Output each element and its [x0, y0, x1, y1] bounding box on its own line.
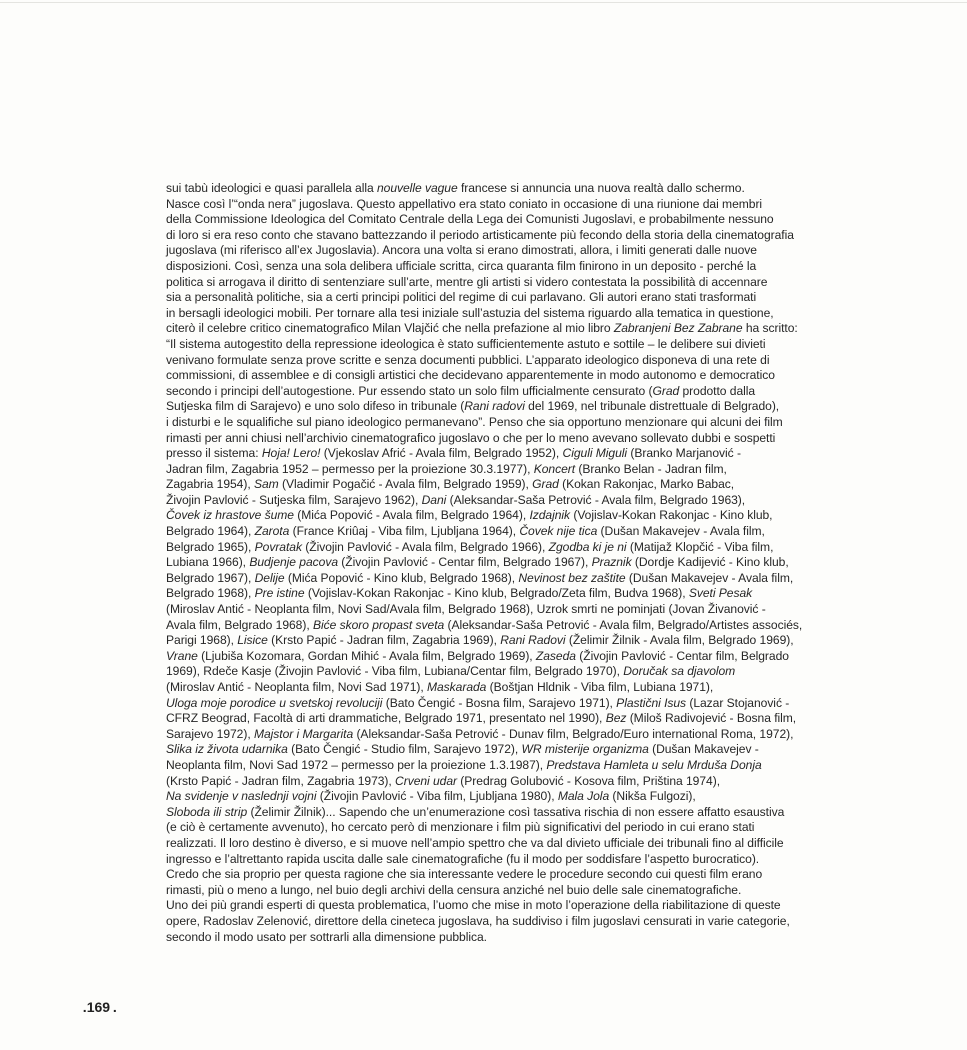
- text-segment: (Nikša Fulgozi),: [609, 789, 696, 804]
- italic-title: Biće skoro propast sveta: [312, 617, 445, 632]
- text-segment: Credo che sia proprio per questa ragione che sia interessante vedere le procedure secondo cui questi film erano: [166, 867, 763, 882]
- text-segment: sia a personalità politiche, sia a certi principi politici del regime di cui parlavano. Gli autori erano stati trasformati: [166, 290, 757, 305]
- text-segment: commissioni, di assemblee e di consigli artistici che decidevano apparentemente in modo autonomo e democratico: [166, 368, 775, 383]
- text-line: [166, 930, 884, 946]
- text-line: [166, 197, 884, 213]
- text-segment: rimasti, più o meno a lungo, nel buio degli archivi della censura anziché nel buio delle sale cinematografiche.: [166, 882, 742, 897]
- text-segment: della Commissione Ideologica del Comitato Centrale della Lega dei Comunisti Jugoslavi, e probabilmente nessuno: [166, 212, 774, 227]
- text-segment: (Dušan Makavejev - Avala film,: [597, 524, 765, 539]
- italic-title: Doručak sa djavolom: [623, 664, 736, 679]
- text-line: [166, 805, 884, 821]
- text-line: [166, 789, 884, 805]
- italic-title: Grad: [532, 477, 559, 492]
- text-line: [166, 259, 884, 275]
- italic-title: Na svidenje v naslednji vojni: [166, 789, 317, 804]
- text-line: [166, 867, 884, 883]
- text-segment: (Mića Popović - Avala film, Belgrado 1964),: [293, 508, 530, 523]
- text-segment: rimasti per anni chiusi nell’archivio cinematografico jugoslavo o che per lo meno avevano sollevato dubbi e sospetti: [166, 430, 776, 445]
- text-segment: opere, Radoslav Zelenović, direttore della cineteca jugoslava, ha suddiviso i film jugoslavi censurati in varie categorie,: [166, 913, 790, 928]
- text-segment: (Živojin Pavlović - Centar film, Belgrado: [575, 648, 789, 663]
- text-line: [166, 228, 884, 244]
- text-line: [166, 368, 884, 384]
- text-line: [166, 696, 884, 712]
- italic-title: Predstava Hamleta u selu Mrduša Donja: [546, 757, 762, 772]
- italic-title: Plastični Isus: [616, 695, 687, 710]
- text-segment: (Krsto Papić - Jadran film, Zagabria 1969),: [267, 633, 501, 648]
- text-segment: citerò il celebre critico cinematografico Milan Vlajčić che nella prefazione al mio libro: [166, 321, 614, 336]
- text-line: [166, 602, 884, 618]
- italic-title: Bez: [605, 711, 627, 726]
- text-segment: (Matijaž Klopčić - Viba film,: [626, 539, 774, 554]
- text-segment: 1969), Rdeče Kasje (Živojin Pavlović - Viba film, Lubiana/Centar film, Belgrado 1970),: [166, 664, 624, 679]
- text-line: [166, 384, 884, 400]
- text-segment: Lubiana 1966),: [166, 555, 250, 570]
- italic-title: Sveti Pesak: [688, 586, 753, 601]
- text-segment: politica si arrogava il diritto di sentenziare sull’arte, mentre gli artisti si videro contestata la possibilità di accennare: [166, 274, 768, 289]
- text-line: [166, 290, 884, 306]
- italic-title: Slika iz života udarnika: [166, 742, 288, 757]
- text-line: [166, 727, 884, 743]
- italic-title: Delije: [254, 570, 285, 585]
- text-segment: Avala film, Belgrado 1968),: [166, 617, 313, 632]
- text-segment: (Želimir Žilnik)... Sapendo che un’enumerazione così tassativa rischia di non essere affatto esaustiva: [247, 804, 785, 819]
- italic-title: Zaseda: [535, 648, 576, 663]
- italic-title: Nevinost bez zaštite: [518, 570, 626, 585]
- text-segment: Belgrado 1964),: [166, 524, 255, 539]
- text-segment: venivano formulate senza prove scritte e senza documenti pubblici. L’apparato ideologico disponeva di una rete di: [166, 352, 770, 367]
- italic-title: Budjenje pacova: [249, 555, 338, 570]
- italic-title: Rani radovi: [464, 399, 525, 414]
- text-line: [166, 836, 884, 852]
- text-segment: (Dordje Kadijević - Kino klub,: [631, 555, 789, 570]
- scan-edge-line: [0, 2, 967, 3]
- text-line: [166, 758, 884, 774]
- text-line: [166, 711, 884, 727]
- text-line: [166, 555, 884, 571]
- text-line: [166, 820, 884, 836]
- text-line: [166, 306, 884, 322]
- text-segment: Sutjeska film di Sarajevo) e uno solo difeso in tribunale (: [166, 399, 465, 414]
- text-segment: (Dušan Makavejev -: [648, 742, 759, 757]
- text-segment: i disturbi e le squalifiche sul piano ideologico permanevano”. Penso che sia opportuno menzionare qui alcuni dei film: [166, 414, 783, 429]
- text-segment: sui tabù ideologici e quasi parallela alla: [166, 181, 377, 195]
- italic-title: Vrane: [166, 648, 198, 663]
- italic-title: Koncert: [533, 461, 576, 476]
- text-segment: (Kokan Rakonjac, Marko Babac,: [558, 477, 735, 492]
- text-segment: (Branko Marjanović -: [627, 446, 741, 461]
- italic-title: Majstor i Margarita: [253, 726, 354, 741]
- text-segment: Belgrado 1968),: [166, 586, 255, 601]
- text-segment: Parigi 1968),: [166, 633, 238, 648]
- text-line: [166, 446, 884, 462]
- text-line: [166, 321, 884, 337]
- text-segment: in bersagli ideologici mobili. Per tornare alla tesi iniziale sull’astuzia del sistema riguardo alla tematica in questione,: [166, 305, 774, 320]
- text-segment: (Miroslav Antić - Neoplanta film, Novi Sad 1971),: [166, 680, 427, 694]
- text-line: [166, 181, 884, 197]
- text-line: [166, 275, 884, 291]
- text-segment: (Vjekoslav Afrić - Avala film, Belgrado 1952),: [320, 446, 563, 461]
- text-line: [166, 852, 884, 868]
- text-line: [166, 399, 884, 415]
- italic-title: Zarota: [254, 524, 290, 539]
- text-segment: disposizioni. Così, senza una sola delibera ufficiale scritta, circa quaranta film finirono in un deposito - perché la: [166, 258, 757, 273]
- italic-title: nouvelle vague: [376, 181, 458, 195]
- italic-title: Zgodba ki je ni: [548, 539, 627, 554]
- text-line: [166, 883, 884, 899]
- text-segment: (Aleksandar-Saša Petrović - Avala film, Belgrado 1963),: [446, 492, 746, 507]
- text-line: [166, 774, 884, 790]
- italic-title: Lisice: [237, 633, 268, 648]
- text-line: [166, 618, 884, 634]
- text-line: [166, 431, 884, 447]
- text-line: [166, 742, 884, 758]
- text-segment: prodotto dalla: [679, 383, 756, 398]
- text-segment: (Vladimir Pogačić - Avala film, Belgrado 1959),: [278, 477, 533, 492]
- text-segment: Nasce così l’“onda nera” jugoslava. Questo appellativo era stato coniato in occasione di una riunione dai membri: [166, 196, 763, 211]
- text-segment: del 1969, nel tribunale distrettuale di Belgrado),: [524, 399, 780, 414]
- text-segment: (France Kriûaj - Viba film, Ljubljana 1964),: [289, 524, 520, 539]
- text-segment: “Il sistema autogestito della repressione ideologica è stato sufficientemente astuto e sottile – le delibere sui divieti: [166, 336, 766, 351]
- text-segment: (Lazar Stojanović -: [686, 695, 790, 710]
- text-line: [166, 462, 884, 478]
- text-segment: (Miloš Radivojević - Bosna film,: [626, 711, 797, 726]
- italic-title: Čovek iz hrastove šume: [166, 508, 294, 523]
- text-segment: realizzati. Il loro destino è diverso, e si muove nell’ampio spettro che va dal divieto ufficiale dei tribunali fino al difficile: [166, 835, 784, 850]
- text-segment: Belgrado 1967),: [166, 570, 255, 585]
- italic-title: Maskarada: [426, 680, 487, 694]
- text-line: [166, 649, 884, 665]
- italic-title: WR misterije organizma: [521, 742, 649, 757]
- text-line: [166, 524, 884, 540]
- italic-title: Ciguli Miguli: [562, 446, 628, 461]
- text-line: [166, 633, 884, 649]
- text-segment: ha scritto:: [742, 321, 798, 336]
- text-line: [166, 680, 884, 696]
- text-segment: Živojin Pavlović - Sutjeska film, Sarajevo 1962),: [166, 492, 422, 507]
- italic-title: Zabranjeni Bez Zabrane: [613, 321, 743, 336]
- text-segment: Sarajevo 1972),: [166, 726, 254, 741]
- text-line: [166, 508, 884, 524]
- text-segment: presso il sistema:: [166, 446, 262, 461]
- page-number: .169 .: [80, 999, 117, 1015]
- text-segment: (Miroslav Antić - Neoplanta film, Novi Sad/Avala film, Belgrado 1968), Uzrok smrti ne pominjati (Jovan Živanović -: [166, 602, 766, 617]
- italic-title: Povratak: [254, 539, 302, 554]
- text-line: [166, 477, 884, 493]
- text-segment: (Aleksandar-Saša Petrović - Dunav film, Belgrado/Euro international Roma, 1972),: [353, 726, 794, 741]
- text-segment: Belgrado 1965),: [166, 539, 255, 554]
- text-segment: (Vojislav-Kokan Rakonjac - Kino klub,: [570, 508, 773, 523]
- text-line: [166, 540, 884, 556]
- text-line: [166, 353, 884, 369]
- text-segment: (Želimir Žilnik - Avala film, Belgrado 1969),: [565, 633, 794, 648]
- italic-title: Sam: [253, 477, 279, 492]
- text-segment: CFRZ Beograd, Facoltà di arti drammatiche, Belgrado 1971, presentato nel 1990),: [166, 711, 606, 726]
- text-segment: Zagabria 1954),: [166, 477, 254, 492]
- text-segment: (Vojislav-Kokan Rakonjac - Kino klub, Belgrado/Zeta film, Budva 1968),: [304, 586, 689, 601]
- text-segment: (Mića Popović - Kino klub, Belgrado 1968),: [284, 570, 519, 585]
- italic-title: Praznik: [591, 555, 632, 570]
- italic-title: Crveni udar: [395, 773, 457, 788]
- text-segment: (Krsto Papić - Jadran film, Zagabria 1973),: [166, 773, 396, 788]
- text-segment: (Ljubiša Kozomara, Gordan Mihić - Avala film, Belgrado 1969),: [197, 648, 536, 663]
- text-line: [166, 212, 884, 228]
- text-segment: Jadran film, Zagabria 1952 – permesso per la proiezione 30.3.1977),: [166, 461, 534, 476]
- text-line: [166, 493, 884, 509]
- body-text: [166, 181, 884, 945]
- text-segment: (Živojin Pavlović - Centar film, Belgrado 1967),: [338, 555, 592, 570]
- text-segment: di loro si era reso conto che stavano battezzando il periodo artisticamente più fecondo della storia della cinematografia: [166, 227, 794, 242]
- text-segment: ingresso e l’altrettanto rapida uscita dalle sale cinematografiche (fu il modo per soddisfare l’aspetto burocratico).: [166, 851, 760, 866]
- text-segment: Neoplanta film, Novi Sad 1972 – permesso per la proiezione 1.3.1987),: [166, 757, 547, 772]
- italic-title: Čovek nije tica: [519, 524, 598, 539]
- italic-title: Mala Jola: [557, 789, 610, 804]
- italic-title: Grad: [652, 383, 680, 398]
- text-segment: francese si annuncia una nuova realtà dallo schermo.: [457, 181, 745, 195]
- text-segment: (e ciò è certamente avvenuto), ho cercato però di menzionare i film più significativi del periodo in cui erano stati: [166, 820, 755, 835]
- text-segment: secondo il modo usato per sottrarli alla dimensione pubblica.: [166, 929, 487, 944]
- italic-title: Uloga moje porodice u svetskoj revoluciji: [166, 695, 383, 710]
- text-segment: (Predrag Golubović - Kosova film, Priština 1974),: [457, 773, 721, 788]
- text-line: [166, 898, 884, 914]
- text-segment: (Živojin Pavlović - Avala film, Belgrado 1966),: [301, 539, 549, 554]
- text-segment: (Dušan Makavejev - Avala film,: [625, 570, 794, 585]
- italic-title: Pre istine: [254, 586, 305, 601]
- text-segment: jugoslava (mi riferisco all’ex Jugoslavia). Ancora una volta si erano dimostrati, allora, i limiti generati dalle nuove: [166, 243, 757, 258]
- text-segment: (Branko Belan - Jadran film,: [575, 461, 727, 476]
- text-segment: (Živojin Pavlović - Viba film, Ljubljana 1980),: [316, 789, 558, 804]
- text-line: [166, 571, 884, 587]
- text-line: [166, 586, 884, 602]
- text-line: [166, 243, 884, 259]
- italic-title: Hoja! Lero!: [261, 446, 321, 461]
- text-segment: (Bato Čengić - Bosna film, Sarajevo 1971),: [382, 695, 617, 710]
- text-segment: (Boštjan Hldnik - Viba film, Lubiana 1971),: [486, 680, 714, 694]
- text-line: [166, 914, 884, 930]
- text-segment: (Aleksandar-Saša Petrović - Avala film, Belgrado/Artistes associés,: [444, 617, 803, 632]
- italic-title: Sloboda ili strip: [166, 804, 248, 819]
- italic-title: Izdajnik: [529, 508, 571, 523]
- text-line: [166, 415, 884, 431]
- text-line: [166, 337, 884, 353]
- italic-title: Rani Radovi: [500, 633, 566, 648]
- text-segment: secondo i principi dell’autogestione. Pur essendo stato un solo film ufficialmente censurato (: [166, 383, 653, 398]
- text-segment: Uno dei più grandi esperti di questa problematica, l’uomo che mise in moto l’operazione della riabilitazione di queste: [166, 898, 781, 913]
- text-line: [166, 664, 884, 680]
- text-segment: (Bato Čengić - Studio film, Sarajevo 1972),: [287, 742, 522, 757]
- italic-title: Dani: [421, 492, 447, 507]
